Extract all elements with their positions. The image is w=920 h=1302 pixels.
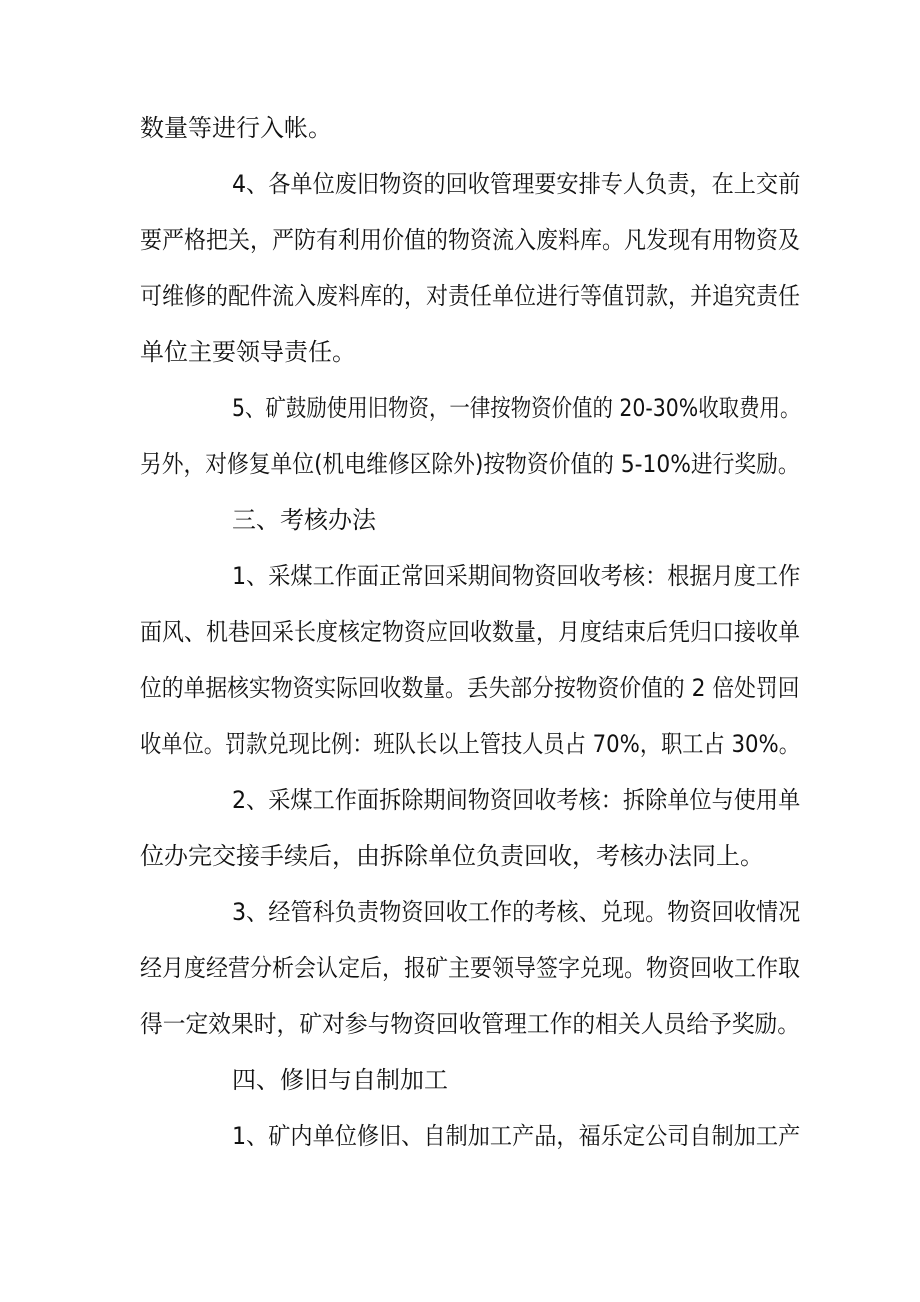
text-line	[0, 276, 920, 316]
paragraph-continuation: 数量等进行入帐。	[140, 114, 332, 142]
paragraph-continuation: 收单位。罚款兑现比例：班队长以上管技人员占 70%，职工占 30%。	[140, 730, 800, 758]
text-line	[0, 220, 920, 260]
paragraph-first-line: 1、采煤工作面正常回采期间物资回收考核：根据月度工作	[232, 562, 801, 590]
text-line	[0, 500, 920, 540]
text-line	[0, 1116, 920, 1156]
section-heading: 三、考核办法	[232, 506, 376, 534]
text-line	[0, 668, 920, 708]
paragraph-continuation: 要严格把关，严防有利用价值的物资流入废料库。凡发现有用物资及	[140, 226, 801, 254]
paragraph-first-line: 5、矿鼓励使用旧物资，一律按物资价值的 20-30%收取费用。	[232, 394, 801, 422]
text-line	[0, 444, 920, 484]
paragraph-continuation: 位的单据核实物资实际回收数量。丢失部分按物资价值的 2 倍处罚回	[140, 674, 800, 702]
paragraph-continuation: 另外，对修复单位(机电维修区除外)按物资价值的 5-10%进行奖励。	[140, 450, 800, 478]
paragraph-continuation: 得一定效果时，矿对参与物资回收管理工作的相关人员给予奖励。	[140, 1010, 801, 1038]
text-line	[0, 612, 920, 652]
text-line	[0, 164, 920, 204]
text-line	[0, 388, 920, 428]
paragraph-first-line: 4、各单位废旧物资的回收管理要安排专人负责，在上交前	[232, 170, 801, 198]
text-line	[0, 780, 920, 820]
text-line	[0, 1060, 920, 1100]
text-line	[0, 892, 920, 932]
section-heading: 四、修旧与自制加工	[232, 1066, 448, 1094]
paragraph-continuation: 经月度经营分析会认定后，报矿主要领导签字兑现。物资回收工作取	[140, 954, 801, 982]
paragraph-first-line: 2、采煤工作面拆除期间物资回收考核：拆除单位与使用单	[232, 786, 801, 814]
paragraph-continuation: 单位主要领导责任。	[140, 338, 356, 366]
paragraph-continuation: 可维修的配件流入废料库的，对责任单位进行等值罚款，并追究责任	[140, 282, 801, 310]
paragraph-first-line: 1、矿内单位修旧、自制加工产品，福乐定公司自制加工产	[232, 1122, 801, 1150]
text-line	[0, 332, 920, 372]
text-line	[0, 948, 920, 988]
text-line	[0, 556, 920, 596]
text-line	[0, 724, 920, 764]
text-line	[0, 1004, 920, 1044]
text-line	[0, 836, 920, 876]
paragraph-continuation: 位办完交接手续后，由拆除单位负责回收，考核办法同上。	[140, 842, 764, 870]
paragraph-first-line: 3、经管科负责物资回收工作的考核、兑现。物资回收情况	[232, 898, 801, 926]
text-line	[0, 108, 920, 148]
paragraph-continuation: 面风、机巷回采长度核定物资应回收数量，月度结束后凭归口接收单	[140, 618, 801, 646]
